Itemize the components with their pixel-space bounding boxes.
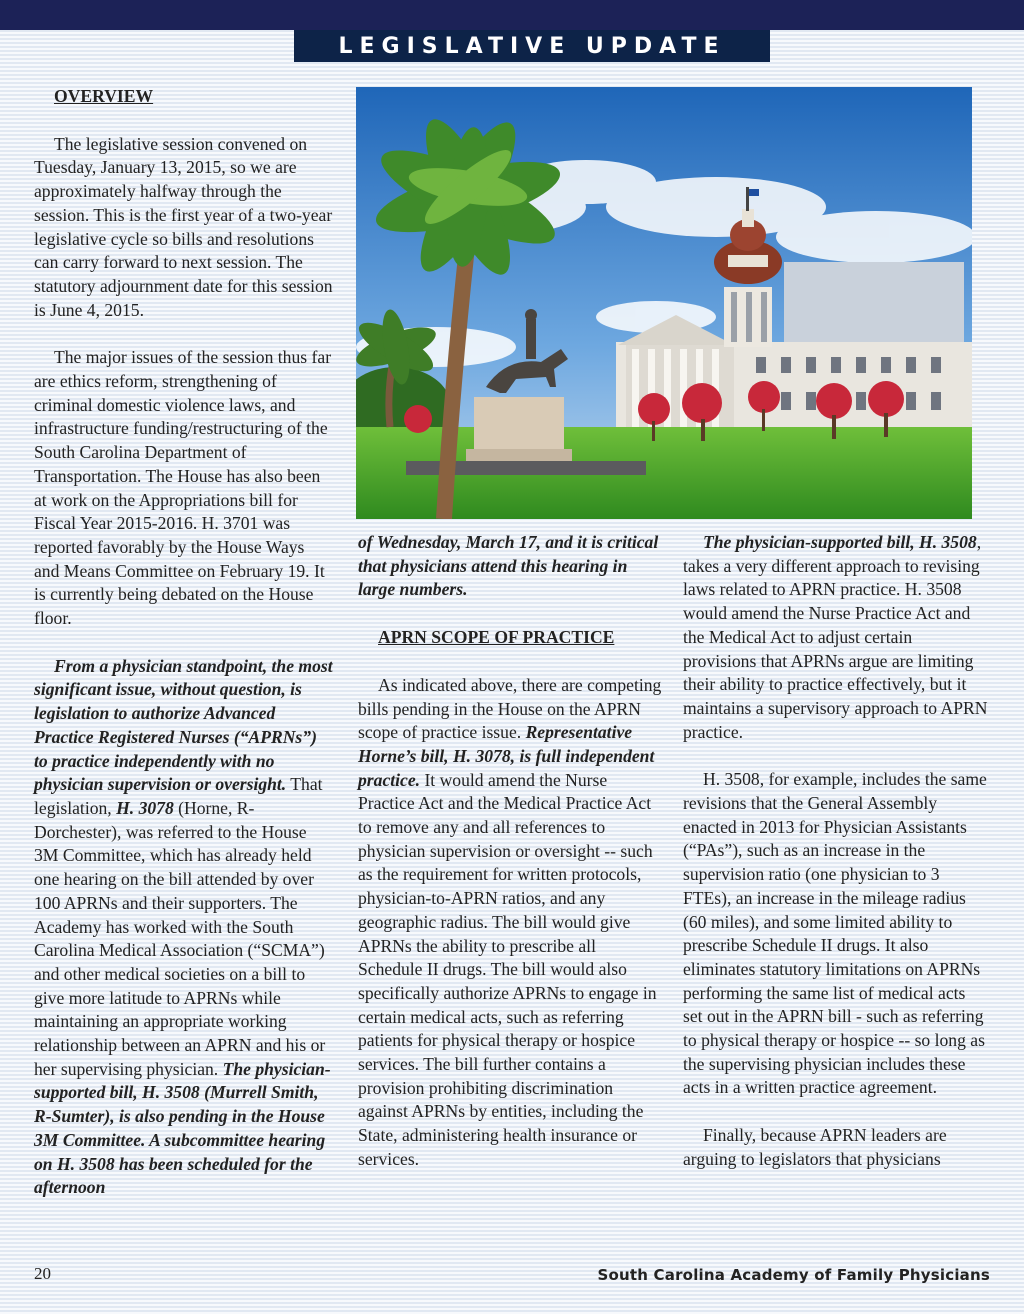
overview-paragraph-3 <box>34 655 334 1200</box>
state-house-illustration <box>356 87 972 519</box>
physician-bill-paragraph-2: H. 3508, for example, includes the same revisions that the General Assembly enacted in 2013 for Physician Assistants (“PAs”), such as an increase in the supervision ratio (one physician to 3 FTEs), an increase in the mileage radius (60 miles), and some limited ability to prescribe Schedule II drugs. It also eliminates statutory limitations on APRNs performing the same list of medical acts set out in the APRN bill - such as referring to physical therapy or hospice -- so long as the supervising physician includes these acts in a written practice agreement. <box>683 769 987 1098</box>
aprn-scope-paragraph-1 <box>358 674 664 1172</box>
aprn-scope-heading: APRN SCOPE OF PRACTICE <box>378 627 615 648</box>
text-run: That legislation, <box>34 774 323 818</box>
bill-number-emphasis: H. 3078 <box>116 797 174 818</box>
text-run: , takes a very different approach to revising laws related to APRN practice. H. 3508 would amend the Nurse Practice Act and the Medical Act to adjust certain provisions that APRNs argue are limiting their ability to practice effectively, but it maintains a supervisory approach to APRN practice. <box>683 532 988 742</box>
hearing-continuation-emphasis: of Wednesday, March 17, and it is critical that physicians attend this hearing in large numbers. <box>358 532 659 600</box>
column-overview <box>34 85 334 1224</box>
footer-organization: South Carolina Academy of Family Physicians <box>597 1266 990 1284</box>
overview-heading: OVERVIEW <box>54 86 154 106</box>
section-banner: LEGISLATIVE UPDATE <box>294 30 770 62</box>
physician-bill-paragraph-1 <box>683 531 989 744</box>
state-house-photo <box>356 87 972 519</box>
horne-bill-emphasis: Representative Horne’s bill, H. 3078, is full independent practice. <box>358 722 655 790</box>
page-number: 20 <box>34 1264 51 1283</box>
text-run: As indicated above, there are competing bills pending in the House on the APRN scope of practice issue. <box>358 674 662 743</box>
physician-bill-emphasis: The physician-supported bill, H. 3508 <box>703 532 977 552</box>
physician-bill-paragraph-3: Finally, because APRN leaders are arguing to legislators that physicians <box>683 1125 947 1169</box>
overview-paragraph-1: The legislative session convened on Tuesday, January 13, 2015, so we are approximately halfway through the session. This is the first year of a two-year legislative cycle so bills and resolutions can carry forward to next session. The statutory adjournment date for this session is June 4, 2015. <box>34 133 333 320</box>
column-physician-bill <box>683 531 989 1196</box>
overview-paragraph-2: The major issues of the session thus far are ethics reform, strengthening of criminal domestic violence laws, and infrastructure funding/restructuring of the South Carolina Department of Transportation. The House has also been at work on the Appropriations bill for Fiscal Year 2015-2016. H. 3701 was reported favorably by the House Ways and Means Committee on February 19. It is currently being debated on the House floor. <box>34 347 332 629</box>
text-run: (Horne, R-Dorchester), was referred to the House 3M Committee, which has already held one hearing on the bill attended by over 100 APRNs and their supporters. The Academy has worked with the South Carolina Medical Association (“SCMA”) and other medical societies on a bill to give more latitude to APRNs while maintaining an appropriate working relationship between an APRN and his or her supervising physician. <box>34 797 326 1079</box>
column-aprn-scope <box>358 531 664 1196</box>
top-color-bar <box>0 0 1024 30</box>
physician-bill-emphasis: The physician-supported bill, H. 3508 (Murrell Smith, R-Sumter), is also pending in the House 3M Committee. A subcommittee hearing on H. 3508 has been scheduled for the afternoon <box>34 1058 331 1198</box>
text-run: It would amend the Nurse Practice Act and the Medical Practice Act to remove any and all references to physician supervision or oversight -- such as the requirement for written protocols, physician-to-APRN ratios, and any geographic radius. The bill would give APRNs the ability to prescribe all Schedule II drugs. The bill would also specifically authorize APRNs to engage in certain medical acts, such as referring patients for physical therapy or hospice services. The bill further contains a provision prohibiting discrimination against APRNs by entities, including the State, administering health insurance or services. <box>358 769 657 1169</box>
physician-standpoint-emphasis: From a physician standpoint, the most significant issue, without question, is legislation to authorize Advanced Practice Registered Nurses (“APRNs”) to practice independently with no physician supervision or oversight. <box>34 655 333 795</box>
